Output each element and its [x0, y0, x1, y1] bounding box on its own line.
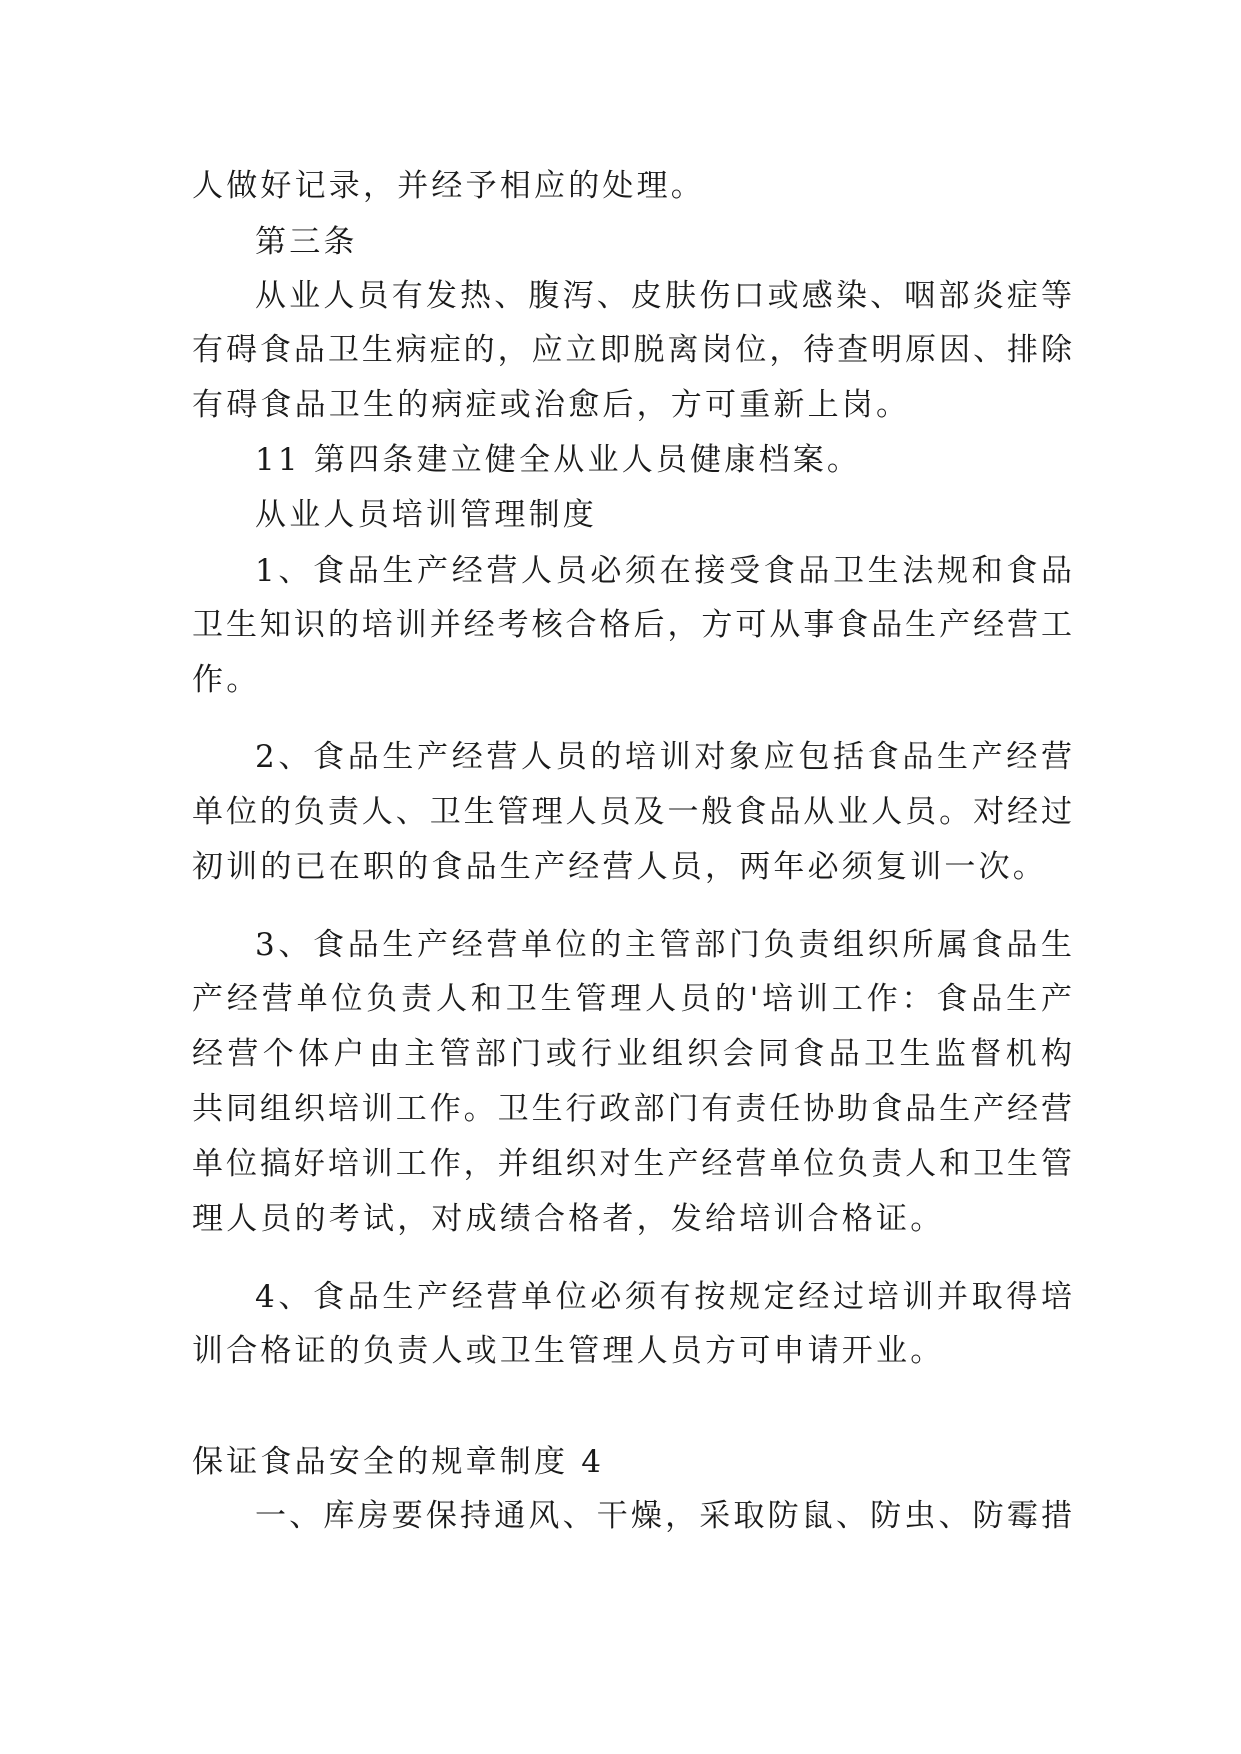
text-line: 共同组织培训工作。卫生行政部门有责任协助食品生产经营 — [192, 1091, 1072, 1127]
text-line: 有碍食品卫生病症的，应立即脱离岗位，待查明原因、排除 — [192, 332, 1072, 368]
text-line: 4、食品生产经营单位必须有按规定经过培训并取得培 — [255, 1279, 1072, 1315]
text-line: 3、食品生产经营单位的主管部门负责组织所属食品生 — [255, 927, 1072, 963]
text-line: 单位的负责人、卫生管理人员及一般食品从业人员。对经过 — [192, 794, 1072, 830]
text-line: 产经营单位负责人和卫生管理人员的'培训工作：食品生产 — [192, 981, 1072, 1017]
text-line: 2、食品生产经营人员的培训对象应包括食品生产经营 — [255, 739, 1072, 775]
text-line: 训合格证的负责人或卫生管理人员方可申请开业。 — [192, 1333, 945, 1369]
article-heading: 第三条 — [255, 224, 358, 260]
text-line: 经营个体户由主管部门或行业组织会同食品卫生监督机构 — [192, 1036, 1072, 1072]
text-line: 作。 — [192, 662, 261, 698]
text-line: 卫生知识的培训并经考核合格后，方可从事食品生产经营工 — [192, 607, 1072, 643]
text-line: 1、食品生产经营人员必须在接受食品卫生法规和食品 — [255, 553, 1072, 589]
section-heading: 从业人员培训管理制度 — [255, 497, 597, 533]
text-line: 人做好记录，并经予相应的处理。 — [192, 168, 705, 204]
section-title: 保证食品安全的规章制度 4 — [192, 1444, 605, 1480]
text-line: 11 第四条建立健全从业人员健康档案。 — [255, 442, 862, 478]
text-line: 理人员的考试，对成绩合格者，发给培训合格证。 — [192, 1201, 945, 1237]
text-line: 有碍食品卫生的病症或治愈后，方可重新上岗。 — [192, 387, 911, 423]
text-line: 单位搞好培训工作，并组织对生产经营单位负责人和卫生管 — [192, 1146, 1072, 1182]
text-line: 一、库房要保持通风、干燥，采取防鼠、防虫、防霉措 — [255, 1498, 1072, 1534]
text-line: 从业人员有发热、腹泻、皮肤伤口或感染、咽部炎症等 — [255, 278, 1072, 314]
text-line: 初训的已在职的食品生产经营人员，两年必须复训一次。 — [192, 849, 1047, 885]
